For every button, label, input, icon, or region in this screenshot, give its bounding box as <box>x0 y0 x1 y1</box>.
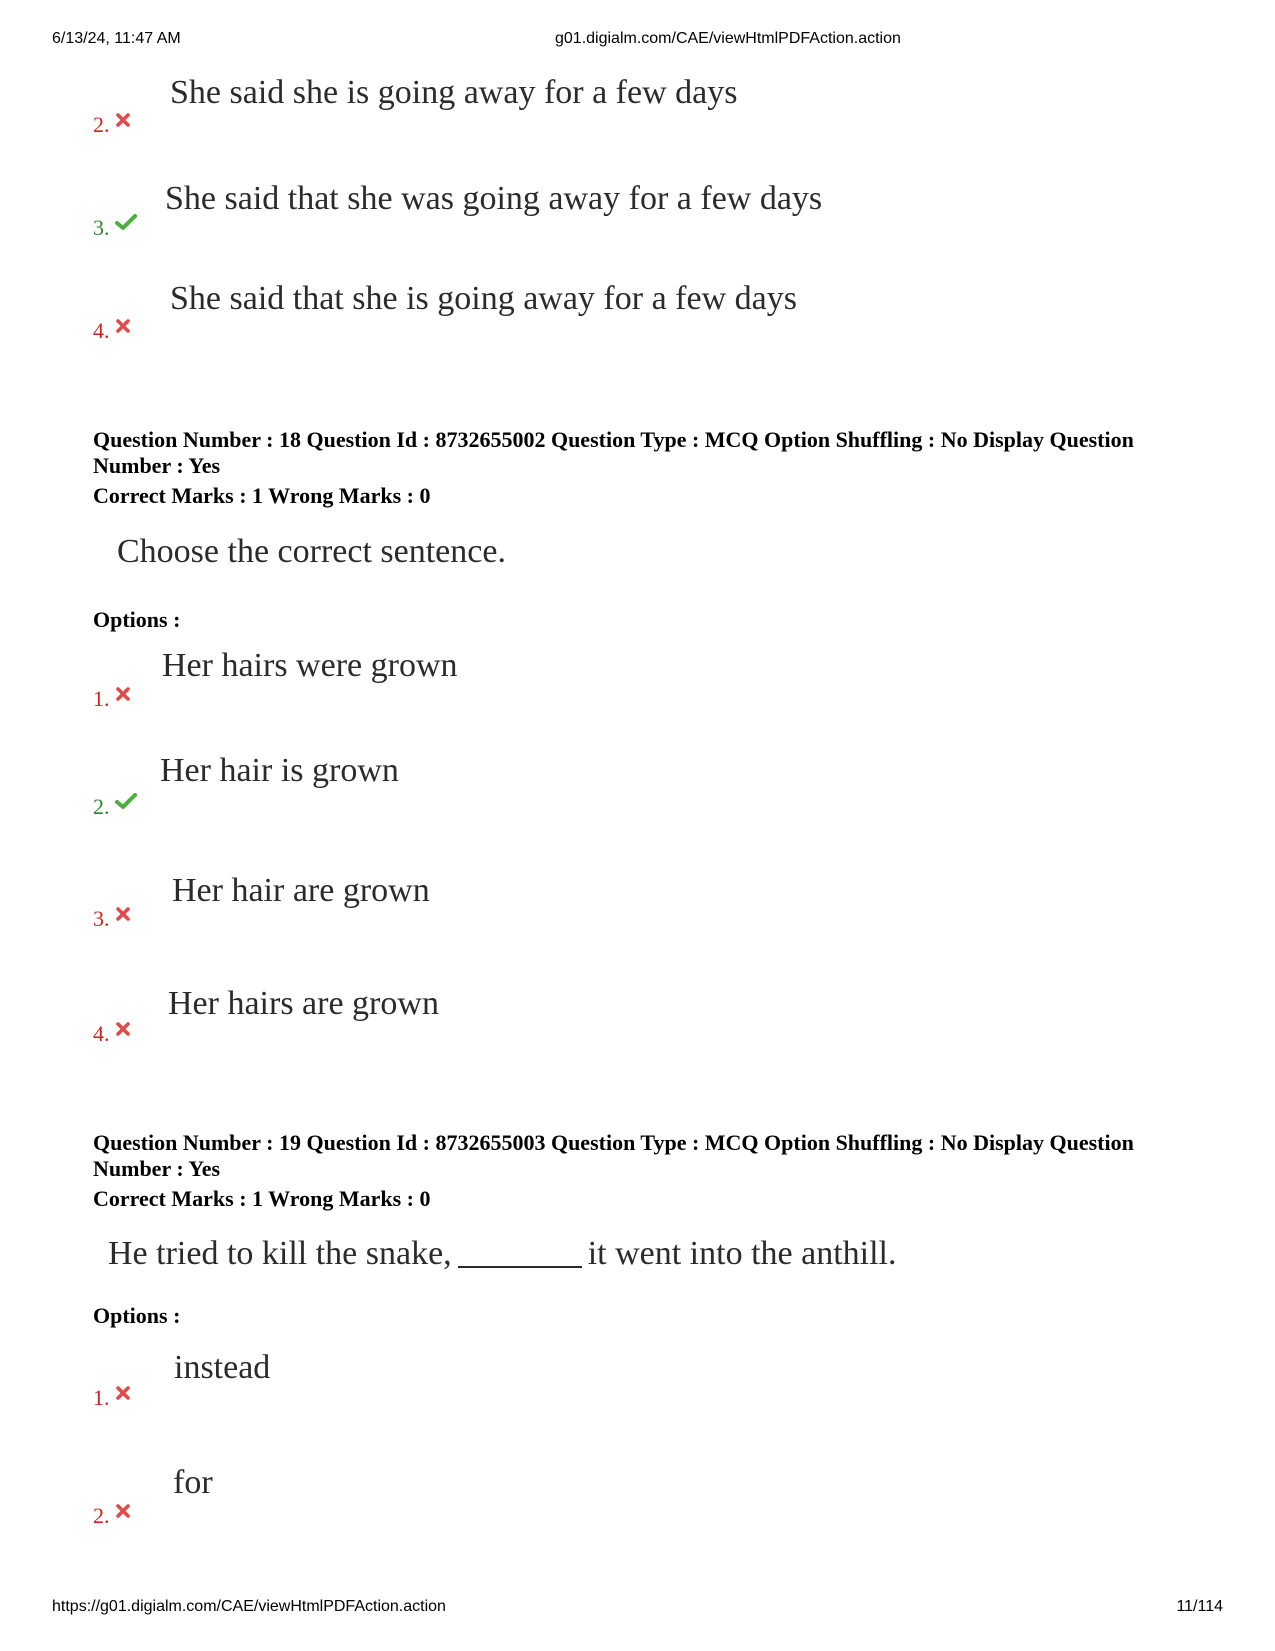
cross-icon <box>115 686 131 707</box>
cross-icon <box>115 1503 131 1524</box>
cross-icon <box>115 318 131 339</box>
option-text: for <box>173 1464 213 1501</box>
option-text: Her hair are grown <box>172 872 430 909</box>
cross-icon <box>115 112 131 133</box>
option-marker <box>93 1021 131 1047</box>
option-number: 2. <box>93 794 110 819</box>
footer-url: https://g01.digialm.com/CAE/viewHtmlPDFAction.action <box>52 1598 446 1615</box>
option-number: 3. <box>93 906 110 931</box>
question-text: Choose the correct sentence. <box>117 533 506 570</box>
question-text-before-blank: He tried to kill the snake, <box>108 1235 452 1272</box>
option-marker <box>93 112 131 138</box>
question-meta: Question Number : 19 Question Id : 8732655003 Question Type : MCQ Option Shuffling : No Display Question Number : Yes <box>93 1130 1134 1181</box>
options-label: Options : <box>93 607 181 632</box>
option-marker <box>93 906 131 932</box>
print-datetime: 6/13/24, 11:47 AM <box>52 30 181 47</box>
option-text: Her hairs are grown <box>168 985 439 1022</box>
option-text: instead <box>174 1349 271 1386</box>
option-number: 1. <box>93 1385 110 1410</box>
check-icon <box>115 792 137 815</box>
fill-in-blank <box>458 1240 582 1268</box>
option-marker <box>93 792 137 820</box>
option-number: 1. <box>93 686 110 711</box>
question-text-after-blank: it went into the anthill. <box>587 1235 897 1272</box>
option-number: 2. <box>93 1503 110 1528</box>
cross-icon <box>115 1021 131 1042</box>
print-page-title: g01.digialm.com/CAE/viewHtmlPDFAction.action <box>555 30 901 47</box>
option-number: 2. <box>93 112 110 137</box>
option-number: 4. <box>93 1021 110 1046</box>
option-number: 3. <box>93 215 110 240</box>
question-text <box>108 1235 896 1273</box>
cross-icon <box>115 1385 131 1406</box>
option-marker <box>93 213 137 241</box>
page-number: 11/114 <box>1176 1598 1223 1615</box>
option-number: 4. <box>93 318 110 343</box>
check-icon <box>115 213 137 236</box>
options-label: Options : <box>93 1303 181 1328</box>
option-marker <box>93 1503 131 1529</box>
cross-icon <box>115 906 131 927</box>
option-marker <box>93 686 131 712</box>
option-text: Her hair is grown <box>160 752 399 789</box>
option-text: Her hairs were grown <box>162 647 458 684</box>
option-marker <box>93 1385 131 1411</box>
option-text: She said that she is going away for a few days <box>170 280 797 317</box>
option-marker <box>93 318 131 344</box>
question-marks: Correct Marks : 1 Wrong Marks : 0 <box>93 483 431 508</box>
option-text: She said she is going away for a few days <box>170 74 738 111</box>
question-marks: Correct Marks : 1 Wrong Marks : 0 <box>93 1186 431 1211</box>
question-meta: Question Number : 18 Question Id : 8732655002 Question Type : MCQ Option Shuffling : No Display Question Number : Yes <box>93 427 1134 478</box>
option-text: She said that she was going away for a few days <box>165 180 823 217</box>
